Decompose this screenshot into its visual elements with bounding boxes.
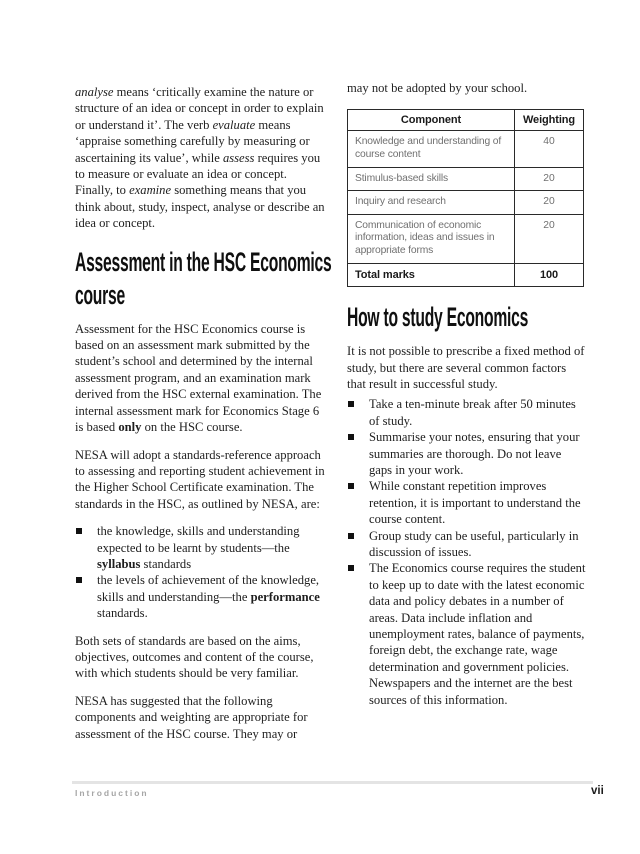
table-row: [348, 167, 584, 191]
paragraph-nesa-suggested-components: NESA has suggested that the following components and weighting are appropriate for assessment of the HSC course. They may or: [75, 693, 308, 741]
list-item: [347, 478, 587, 527]
footer-section-label: Introduction: [75, 788, 149, 798]
bullet-square-icon: [348, 483, 354, 489]
bullet-square-icon: [348, 533, 354, 539]
bullet-square-icon: [348, 401, 354, 407]
column-header-weighting: Weighting: [515, 110, 584, 131]
cell-component: Inquiry and research: [348, 191, 515, 215]
paragraph-verb-definitions: analyse means ‘critically examine the nature or structure of an idea or concept in order to explain or understand it’. The verb evaluate means ‘appraise something carefully by measuring or ascertaining its value’, while assess requires you to measure or evaluate an idea or concept. Finally, to examine something means that you think about, study, inspect, analyse or describe an idea or concept.: [75, 85, 325, 231]
bullet-text-economic-data: The Economics course requires the student to keep up to date with the latest economic data and policy debates in a number of areas. Data include inflation and unemployment rates, balance of payments, foreign debt, the exchange rate, wage determination and government policies. Newspapers and the internet are the best sources of this information.: [369, 561, 586, 707]
cell-weighting: 20: [515, 167, 584, 191]
paragraph-assessment-marks: Assessment for the HSC Economics course is based on an assessment mark submitted by the student’s school and determined by the internal assessment program, and an examination mark derived from the HSC external examination. The internal assessment mark for Economics Stage 6 is based only on the HSC course.: [75, 321, 322, 435]
table-header-row: [348, 110, 584, 131]
table-row: [348, 214, 584, 263]
bullet-text-repetition: While constant repetition improves retention, it is important to understand the course content.: [369, 479, 581, 527]
list-item: [75, 572, 327, 621]
cell-component: Stimulus-based skills: [348, 167, 515, 191]
left-column: [75, 84, 332, 753]
list-item: [347, 528, 587, 561]
cell-component: Knowledge and understanding of course content: [348, 131, 515, 167]
right-column: [347, 80, 587, 719]
bullet-text-summarise: Summarise your notes, ensuring that your summaries are thorough. Do not leave gaps in your work.: [369, 430, 580, 477]
cell-weighting: 20: [515, 214, 584, 263]
table-total-row: [348, 263, 584, 287]
cell-weighting: 40: [515, 131, 584, 167]
list-item: [347, 560, 587, 708]
cell-total-label: Total marks: [348, 263, 515, 287]
bullet-square-icon: [76, 528, 82, 534]
bullet-text-performance-standards: the levels of achievement of the knowledge, skills and understanding—the performance standards.: [97, 573, 320, 621]
heading-assessment-in-hsc-economics-course: Assessment in the HSC Economics course: [75, 246, 332, 310]
paragraph-continuation-school: may not be adopted by your school.: [347, 81, 528, 95]
heading-how-to-study-economics: How to study Economics: [347, 302, 529, 333]
bullet-square-icon: [348, 565, 354, 571]
bullet-text-syllabus-standards: the knowledge, skills and understanding expected to be learnt by students—the syllabus standards: [97, 524, 300, 571]
bullet-text-break: Take a ten-minute break after 50 minutes of study.: [369, 397, 576, 428]
list-item: [347, 396, 587, 429]
footer-divider: [72, 781, 593, 784]
paragraph-study-intro: It is not possible to prescribe a fixed method of study, but there are several common factors that result in successful study.: [347, 344, 585, 391]
standards-bullet-list: [75, 523, 327, 621]
bullet-square-icon: [348, 434, 354, 440]
bullet-square-icon: [76, 577, 82, 583]
paragraph-both-sets-standards: Both sets of standards are based on the aims, objectives, outcomes and content of the course, with which students should be very familiar.: [75, 633, 314, 681]
column-header-component: Component: [348, 110, 515, 131]
list-item: [75, 523, 327, 572]
list-item: [347, 429, 587, 478]
paragraph-nesa-standards: NESA will adopt a standards-reference approach to assessing and reporting student achievement in the Higher School Certificate examination. The standards in the HSC, as outlined by NESA, are:: [75, 447, 325, 511]
cell-component: Communication of economic information, ideas and issues in appropriate forms: [348, 214, 515, 263]
cell-total-value: 100: [515, 263, 584, 287]
footer-page-number: vii: [591, 785, 604, 797]
bullet-text-group-study: Group study can be useful, particularly in discussion of issues.: [369, 528, 579, 560]
assessment-weighting-table: [347, 109, 584, 287]
study-tips-bullet-list: [347, 396, 587, 708]
cell-weighting: 20: [515, 191, 584, 215]
table-row: [348, 131, 584, 167]
table-row: [348, 191, 584, 215]
